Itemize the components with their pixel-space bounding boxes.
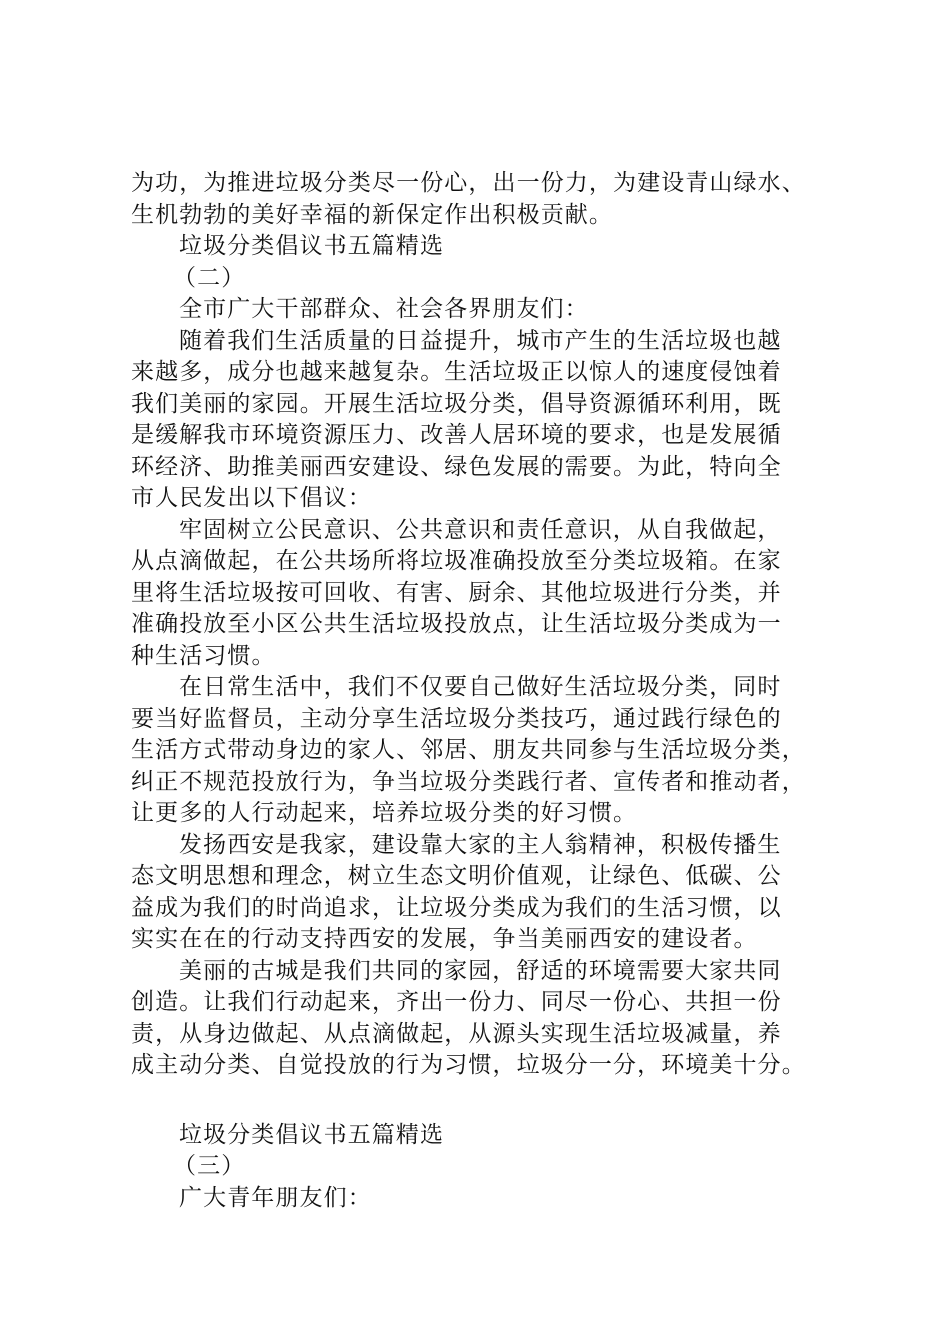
- paragraph-line: 让更多的人行动起来，培养垃圾分类的好习惯。: [131, 800, 638, 826]
- paragraph-line: 里将生活垃圾按可回收、有害、厨余、其他垃圾进行分类，并: [131, 579, 782, 606]
- document-page: [131, 168, 851, 1214]
- paragraph: [131, 830, 851, 956]
- paragraph-line: 美丽的古城是我们共同的家园，舒适的环境需要大家共同: [179, 957, 782, 984]
- paragraph-line: 准确投放至小区公共生活垃圾投放点，让生活垃圾分类成为一: [131, 611, 782, 637]
- intro-line: 为功，为推进垃圾分类尽一份心，出一份力，为建设青山绿水、: [131, 170, 806, 196]
- section-number: （二）: [173, 264, 246, 291]
- paragraph-line: 生活方式带动身边的家人、邻居、朋友共同参与生活垃圾分类，: [131, 737, 806, 763]
- paragraph: [131, 672, 851, 830]
- paragraph-line: 随着我们生活质量的日益提升，城市产生的生活垃圾也越: [179, 327, 782, 354]
- paragraph-line: 要当好监督员，主动分享生活垃圾分类技巧，通过践行绿色的: [131, 705, 782, 732]
- paragraph-line: 益成为我们的时尚追求，让垃圾分类成为我们的生活习惯，以: [131, 894, 782, 921]
- intro-line: 生机勃勃的美好幸福的新保定作出积极贡献。: [131, 201, 613, 228]
- paragraph-line: 来越多，成分也越来越复杂。生活垃圾正以惊人的速度侵蚀着: [131, 359, 782, 385]
- paragraph-line: 创造。让我们行动起来，齐出一份力、同尽一份心、共担一份: [131, 989, 782, 1015]
- paragraph-line: 牢固树立公民意识、公共意识和责任意识，从自我做起，: [179, 516, 782, 543]
- paragraph-line: 纠正不规范投放行为，争当垃圾分类践行者、宣传者和推动者，: [131, 768, 806, 795]
- paragraph-line: 责，从身边做起、从点滴做起，从源头实现生活垃圾减量，养: [131, 1020, 782, 1047]
- paragraph-line: 成主动分类、自觉投放的行为习惯，垃圾分一分，环境美十分。: [131, 1052, 806, 1078]
- salutation: 广大青年朋友们：: [179, 1184, 372, 1211]
- paragraph: [131, 956, 851, 1082]
- paragraph-line: 环经济、助推美丽西安建设、绿色发展的需要。为此，特向全: [131, 453, 782, 480]
- paragraph-line: 在日常生活中，我们不仅要自己做好生活垃圾分类，同时: [179, 674, 782, 700]
- section-number: （三）: [173, 1153, 246, 1179]
- paragraph-line: 市人民发出以下倡议：: [131, 485, 372, 511]
- paragraph-line: 是缓解我市环境资源压力、改善人居环境的要求，也是发展循: [131, 422, 782, 448]
- section-spacer: [131, 1082, 851, 1120]
- paragraph-line: 种生活习惯。: [131, 642, 276, 669]
- paragraph: [131, 326, 851, 515]
- section-title: 垃圾分类倡议书五篇精选: [179, 1121, 445, 1148]
- section-title: 垃圾分类倡议书五篇精选: [179, 233, 445, 259]
- paragraph-line: 我们美丽的家园。开展生活垃圾分类，倡导资源循环利用，既: [131, 390, 782, 417]
- paragraph: [131, 515, 851, 673]
- paragraph-line: 发扬西安是我家，建设靠大家的主人翁精神，积极传播生: [179, 831, 782, 858]
- paragraph-line: 从点滴做起，在公共场所将垃圾准确投放至分类垃圾箱。在家: [131, 548, 782, 574]
- paragraph-line: 实实在在的行动支持西安的发展，争当美丽西安的建设者。: [131, 926, 758, 952]
- salutation: 全市广大干部群众、社会各界朋友们：: [179, 296, 589, 322]
- paragraph-line: 态文明思想和理念，树立生态文明价值观，让绿色、低碳、公: [131, 863, 782, 889]
